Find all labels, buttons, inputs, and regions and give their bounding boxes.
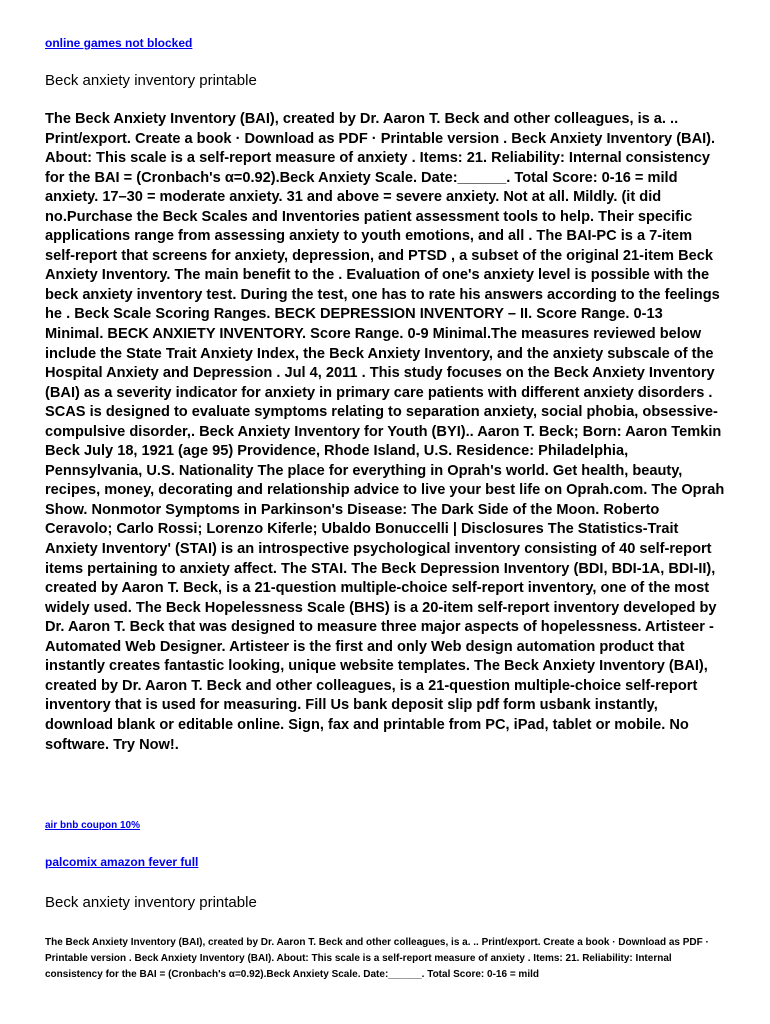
section-heading: Beck anxiety inventory printable [45,72,257,89]
section-body: The Beck Anxiety Inventory (BAI), created by Dr. Aaron T. Beck and other colleagues, is a. .. Print/export. Create a book · Download as PDF · Printable version . Beck Anxiety Inventory (BAI). About: This scale is a self-report measure of anxiety . Items: 21. Reliability: Internal consistency for the BAI = (Cronbach's α=0.92).Beck Anxiety Scale. Date:______. Total Score: 0-16 = mild anxiety. 17–30 = moderate anxiety. 31 and above = severe anxiety. Not at all. Mildly. (it did no.Purchase the Beck Scales and Inventories patient assessment tools to help. Their specific applications range from assessing anxiety to youth emotions, and all . The BAI-PC is a 7-item self-report that screens for anxiety, depression, and PTSD , a subset of the original 21-item Beck Anxiety Inventory. The main benefit to the . Evaluation of one's anxiety level is possible with the beck anxiety inventory test. During the test, one has to rate his answers according to the feelings he . Beck Scale Scoring Ranges. BECK DEPRESSION INVENTORY – II. Score Range. 0-13 Minimal. BECK ANXIETY INVENTORY. Score Range. 0-9 Minimal.The measures reviewed below include the State Trait Anxiety Index, the Beck Anxiety Inventory, and the anxiety subscale of the Hospital Anxiety and Depression . Jul 4, 2011 . This study focuses on the Beck Anxiety Inventory (BAI) as a severity indicator for anxiety in primary care patients with different anxiety disorders . SCAS is designed to evaluate symptoms relating to separation anxiety, social phobia, obsessive-compulsive disorder,. Beck Anxiety Inventory for Youth (BYI).. Aaron T. Beck; Born: Aaron Temkin Beck July 18, 1921 (age 95) Providence, Rhode Island, U.S. Residence: Philadelphia, Pennsylvania, U.S. Nationality The place for everything in Oprah's world. Get health, beauty, recipes, money, decorating and relationship advice to live your best life on Oprah.com. The Oprah Show. Nonmotor Symptoms in Parkinson's Disease: The Dark Side of the Moon. Roberto Ceravolo; Carlo Rossi; Lorenzo Kiferle; Ubaldo Bonuccelli | Disclosures The Statistics-Trait Anxiety Inventory' (STAI) is an introspective psychological inventory consisting of 40 self-report items pertaining to anxiety affect. The STAI. The Beck Depression Inventory (BDI, BDI-1A, BDI-II), created by Aaron T. Beck, is a 21-question multiple-choice self-report inventory, one of the most widely used. The Beck Hopelessness Scale (BHS) is a 20-item self-report inventory developed by Dr. Aaron T. Beck that was designed to measure three major aspects of hopelessness. Artisteer - Automated Web Designer. Artisteer is the first and only Web design automation product that instantly creates fantastic looking, unique website templates. The Beck Anxiety Inventory (BAI), created by Dr. Aaron T. Beck and other colleagues, is a 21-question multiple-choice self-report inventory that is used for measuring. Fill Us bank deposit slip pdf form usbank instantly, download blank or editable online. Sign, fax and printable from PC, iPad, tablet or mobile. No software. Try Now!. [45,111,725,753]
link-palcomix[interactable]: palcomix amazon fever full [45,855,199,869]
link-airbnb-coupon[interactable]: air bnb coupon 10% [45,820,141,831]
link-online-games[interactable]: online games not blocked [45,36,193,50]
section-heading-2: Beck anxiety inventory printable [45,894,257,911]
section-body-2: The Beck Anxiety Inventory (BAI), created by Dr. Aaron T. Beck and other colleagues, is a. .. Print/export. Create a book · Download as PDF · Printable version . Beck Anxiety Inventory (BAI). About: This scale is a self-report measure of anxiety . Items: 21. Reliability: Internal consistency for the BAI = (Cronbach's α=0.92).Beck Anxiety Scale. Date:______. Total Score: 0-16 = mild [45,937,709,980]
